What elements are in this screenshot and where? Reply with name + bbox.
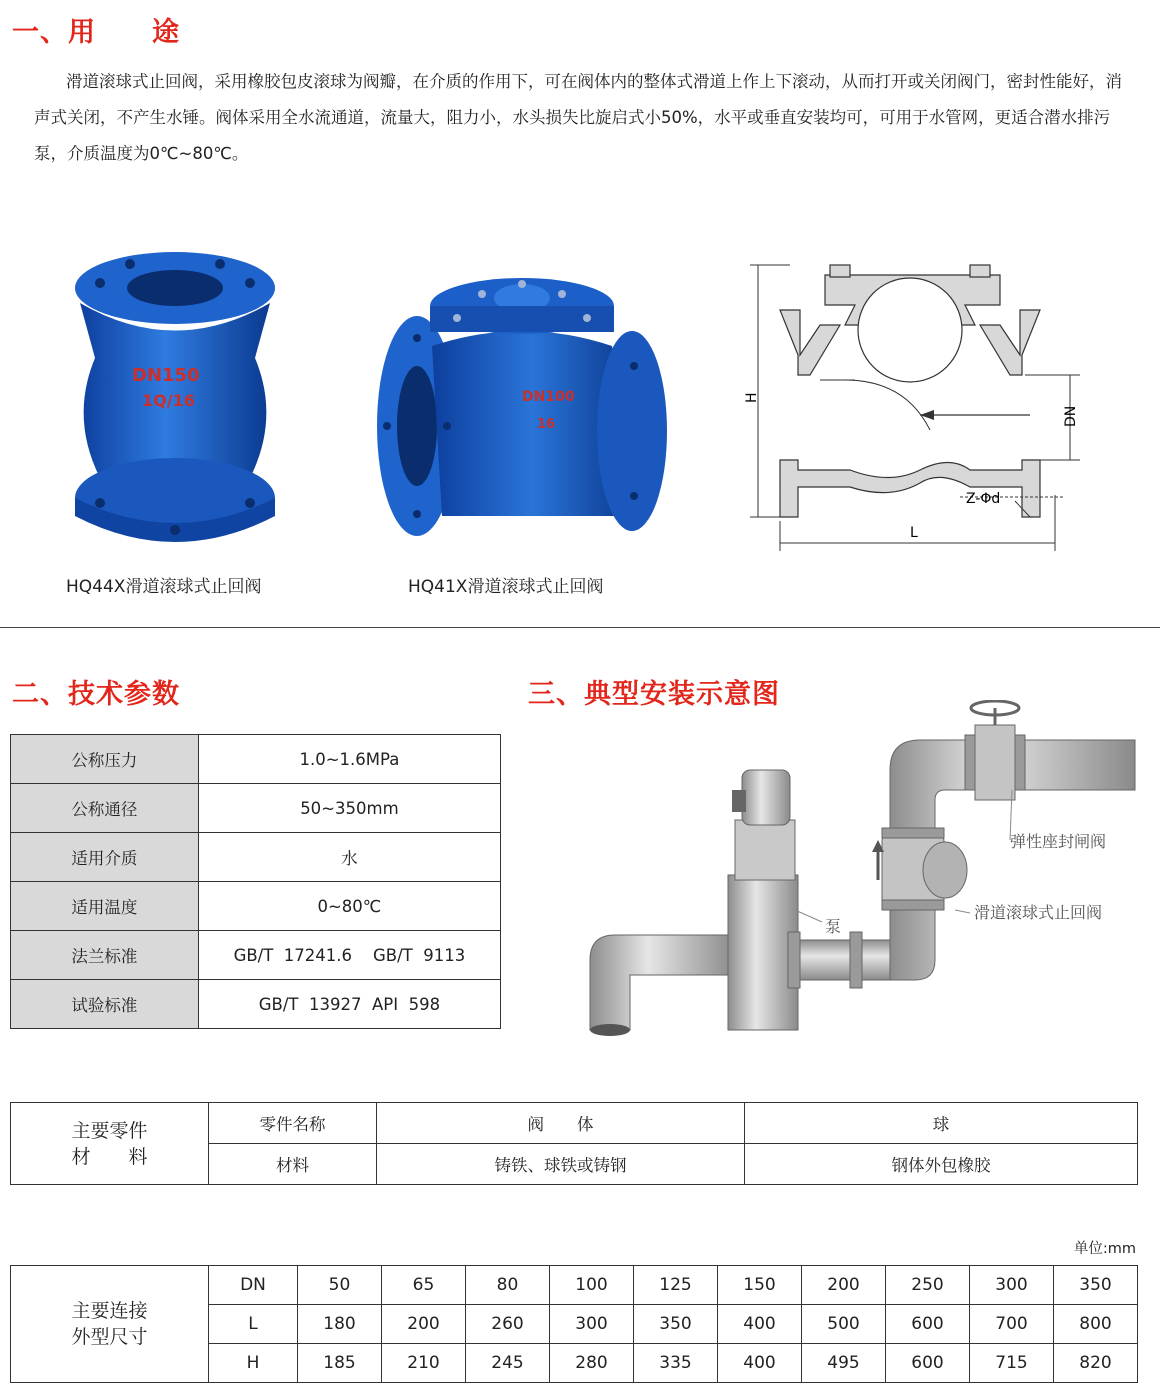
dim-cell: 210 <box>382 1344 466 1383</box>
hq41x-caption: HQ41X滑道滚球式止回阀 <box>408 577 604 597</box>
param-key: 法兰标准 <box>11 931 199 980</box>
param-key: 试验标准 <box>11 980 199 1029</box>
dim-cell: 300 <box>550 1305 634 1344</box>
dim-cell: 250 <box>886 1266 970 1305</box>
installation-diagram <box>560 700 1140 1045</box>
dim-cell: 600 <box>886 1344 970 1383</box>
row-label-dn: DN <box>209 1266 298 1305</box>
dim-cell: 715 <box>970 1344 1054 1383</box>
part-ball: 球 <box>745 1103 1138 1144</box>
hq44x-marking-dn: DN150 <box>132 365 200 386</box>
install-section-title: 三、典型安装示意图 <box>528 679 780 710</box>
pump-label: 泵 <box>825 917 842 936</box>
hq44x-caption: HQ44X滑道滚球式止回阀 <box>66 577 262 597</box>
dims-title <box>11 1266 209 1383</box>
dim-cell: 350 <box>1054 1266 1138 1305</box>
hq44x-marking-pn: 1Q/16 <box>142 391 195 410</box>
param-key: 公称压力 <box>11 735 199 784</box>
dim-cell: 495 <box>802 1344 886 1383</box>
intro-text: 滑道滚球式止回阀，采用橡胶包皮滚球为阀瓣，在介质的作用下，可在阀体内的整体式滑道上作上下滚动，从而打开或关闭阀门，密封性能好，消声式关闭，不产生水锤。阀体采用全水流通道，流量大，阻力小，水头损失比旋启式小50%，水平或垂直安装均可，可用于水管网，更适合潜水排污泵，介质温度为0℃~80℃。 <box>34 72 1122 163</box>
material-ball: 钢体外包橡胶 <box>745 1144 1138 1185</box>
param-key: 适用介质 <box>11 833 199 882</box>
part-body: 阀 体 <box>377 1103 745 1144</box>
param-value: 0~80℃ <box>198 882 500 931</box>
check-valve-label: 滑道滚球式止回阀 <box>974 903 1103 922</box>
dim-cell: 280 <box>550 1344 634 1383</box>
section-divider <box>0 627 1160 628</box>
hq41x-valve-image <box>372 276 672 546</box>
dim-cell: 400 <box>718 1344 802 1383</box>
dims-title-line2: 外型尺寸 <box>71 1326 148 1348</box>
parts-title-line1: 主要零件 <box>71 1119 148 1142</box>
table-row <box>11 1266 1138 1305</box>
dim-cell: 245 <box>466 1344 550 1383</box>
dim-cell: 350 <box>634 1305 718 1344</box>
tech-params-table <box>10 734 501 1029</box>
dimensions-table <box>10 1265 1138 1383</box>
table-row <box>11 784 501 833</box>
dim-cell: 200 <box>802 1266 886 1305</box>
intro-paragraph <box>34 64 1134 172</box>
param-key: 适用温度 <box>11 882 199 931</box>
table-row <box>11 1103 1138 1144</box>
drawing-dn-label: DN <box>1063 405 1079 427</box>
parts-materials-table <box>10 1102 1138 1185</box>
dim-cell: 80 <box>466 1266 550 1305</box>
dim-cell: 700 <box>970 1305 1054 1344</box>
dim-cell: 500 <box>802 1305 886 1344</box>
drawing-l-label: L <box>910 525 918 541</box>
material-body: 铸铁、球铁或铸钢 <box>377 1144 745 1185</box>
unit-label: 单位:mm <box>1073 1241 1136 1257</box>
param-value: 1.0~1.6MPa <box>198 735 500 784</box>
table-row <box>11 931 501 980</box>
table-row <box>11 980 501 1029</box>
dim-cell: 300 <box>970 1266 1054 1305</box>
parts-name-header: 零件名称 <box>209 1103 377 1144</box>
dim-cell: 150 <box>718 1266 802 1305</box>
param-value: GB/T 13927 API 598 <box>198 980 500 1029</box>
dim-cell: 50 <box>298 1266 382 1305</box>
hq41x-marking-pn: 16 <box>537 417 556 432</box>
dim-cell: 125 <box>634 1266 718 1305</box>
dim-cell: 600 <box>886 1305 970 1344</box>
dim-cell: 335 <box>634 1344 718 1383</box>
param-value: 水 <box>198 833 500 882</box>
dim-cell: 400 <box>718 1305 802 1344</box>
row-label-h: H <box>209 1344 298 1383</box>
param-value: 50~350mm <box>198 784 500 833</box>
dims-title-line1: 主要连接 <box>71 1300 148 1322</box>
parts-material-header: 材料 <box>209 1144 377 1185</box>
table-row <box>11 833 501 882</box>
param-value: GB/T 17241.6 GB/T 9113 <box>198 931 500 980</box>
gate-valve-label: 弹性座封闸阀 <box>1010 832 1107 851</box>
parts-title <box>11 1103 209 1185</box>
drawing-h-label: H <box>744 392 760 403</box>
table-row <box>11 735 501 784</box>
valve-section-drawing <box>730 255 1090 555</box>
dim-cell: 800 <box>1054 1305 1138 1344</box>
dim-cell: 185 <box>298 1344 382 1383</box>
dim-cell: 180 <box>298 1305 382 1344</box>
dim-cell: 100 <box>550 1266 634 1305</box>
dim-cell: 260 <box>466 1305 550 1344</box>
parts-title-line2: 材 料 <box>71 1145 148 1168</box>
dim-cell: 820 <box>1054 1344 1138 1383</box>
dim-cell: 65 <box>382 1266 466 1305</box>
usage-section-title: 一、用 途 <box>12 17 180 48</box>
tech-section-title: 二、技术参数 <box>12 679 180 710</box>
hq44x-valve-image <box>70 248 280 553</box>
drawing-z-label: Z-Φd <box>966 491 1001 507</box>
row-label-l: L <box>209 1305 298 1344</box>
hq41x-marking-dn: DN100 <box>522 389 575 405</box>
table-row <box>11 882 501 931</box>
param-key: 公称通径 <box>11 784 199 833</box>
dim-cell: 200 <box>382 1305 466 1344</box>
